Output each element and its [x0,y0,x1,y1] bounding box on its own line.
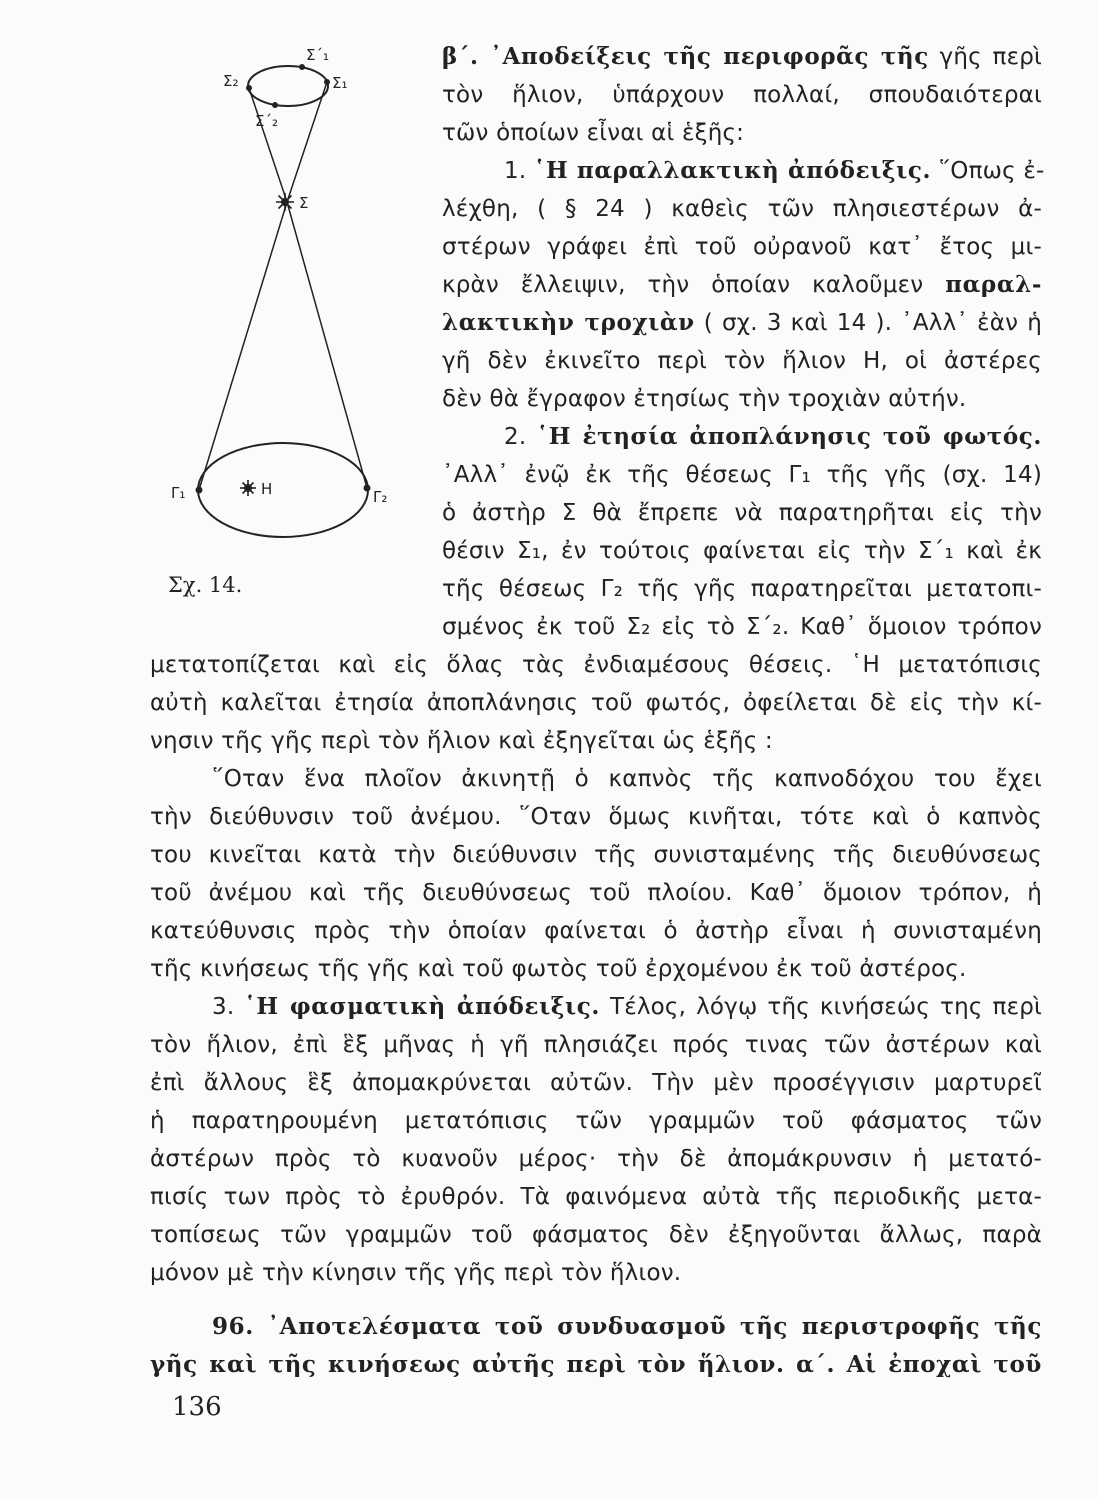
text-segment: ῞Οπως ἐ- [931,158,1045,184]
text-line [150,646,1042,684]
text-segment: δὲν θὰ ἔγραφον ἐτησίως τὴν τροχιὰν αὐτήν. [442,386,967,412]
figure-diagram [165,30,415,610]
label-sigma-prime1: Σ΄₁ [306,46,329,64]
text-segment: νησιν τῆς γῆς περὶ τὸν ἥλιον καὶ ἐξηγεῖται ὡς ἑξῆς : [150,728,773,754]
text-segment: 1. [504,158,534,184]
cone-line-left-lower [199,202,287,490]
label-gamma1: Γ₁ [171,484,186,502]
text-line [150,836,1042,874]
text-line [150,912,1042,950]
text-line [150,1216,1042,1254]
text-segment: κατεύθυνσις πρὸς τὴν ὁποίαν φαίνεται ὁ ἀστὴρ εἶναι ἡ συνισταμένη [150,918,1042,944]
text-line [150,722,1042,760]
text-line [442,76,1042,114]
text-segment: στέρων γράφει ἐπὶ τοῦ οὐρανοῦ κατ᾿ ἔτος μι- [442,234,1042,260]
text-line [150,1026,1042,1064]
earth-orbit-ellipse [198,443,368,537]
text-line [442,152,1045,190]
text-line [442,570,1042,608]
text-segment: τοῦ ἀνέμου καὶ τῆς διευθύνσεως τοῦ πλοίου. Καθ᾿ ὅμοιον τρόπον, ἡ [150,880,1042,906]
text-line [150,1346,1042,1384]
text-line [442,304,1042,342]
text-segment: σμένος ἐκ τοῦ Σ₂ εἰς τὸ Σ΄₂. Καθ᾿ ὅμοιον τρόπον [442,614,1042,640]
bold-text: ῾Η φασματικὴ ἀπόδειξις. [244,993,600,1020]
text-segment: ἐπὶ ἄλλους ἓξ ἀπομακρύνεται αὐτῶν. Τὴν μὲν προσέγγισιν μαρτυρεῖ [150,1070,1042,1096]
text-segment: τῶν ὁποίων εἶναι αἱ ἑξῆς: [442,120,745,146]
sigma-prime2-point [272,102,278,108]
text-segment: πισίς των πρὸς τὸ ἐρυθρόν. Τὰ φαινόμενα αὐτὰ τῆς περιοδικῆς μετα- [150,1184,1042,1210]
bold-text: γῆς καὶ τῆς κινήσεως αὐτῆς περὶ τὸν ἥλιον. α΄. Αἱ ἐποχαὶ τοῦ [150,1351,1042,1378]
bold-text: ῾Η ἐτησία ἀποπλάνησις τοῦ φωτός. [536,423,1043,450]
text-segment: κρὰν ἔλλειψιν, τὴν ὁποίαν καλοῦμεν [442,272,946,298]
text-line [442,494,1042,532]
cone-line-right-lower [287,202,367,488]
text-segment: του κινεῖται κατὰ τὴν διεύθυνσιν τῆς συνισταμένης τῆς διευθύνσεως [150,842,1042,868]
label-sigma2: Σ₂ [223,72,239,90]
section-heading [150,1308,1042,1384]
sigma-prime1-point [299,64,305,70]
text-line [442,342,1042,380]
text-segment: μόνον μὲ τὴν κίνησιν τῆς γῆς περὶ τὸν ἥλιον. [150,1260,682,1286]
text-segment: ( σχ. 3 καὶ 14 ). ᾿Αλλ᾿ ἐὰν ἡ [694,310,1042,336]
sigma2-point [246,85,252,91]
text-segment: Τέλος, λόγῳ τῆς κινήσεώς της περὶ [599,994,1042,1020]
cone-line-right-upper [287,82,327,202]
text-line [442,114,1042,152]
full-width-text [150,646,1042,1292]
sigma1-point [324,79,330,85]
text-line [150,684,1042,722]
text-segment: τὸν ἥλιον, ἐπὶ ἓξ μῆνας ἡ γῆ πλησιάζει πρός τινας τῶν ἀστέρων καὶ [150,1032,1042,1058]
text-line [442,190,1042,228]
text-line [150,1140,1042,1178]
text-segment: τῆς θέσεως Γ₂ τῆς γῆς παρατηρεῖται μετατοπι- [442,576,1042,602]
text-line [150,988,1042,1026]
text-segment: γῆ δὲν ἐκινεῖτο περὶ τὸν ἥλιον Η, οἱ ἀστέρες [442,348,1042,374]
text-line [150,1064,1042,1102]
text-segment: ᾿Αλλ᾿ ἐνῷ ἐκ τῆς θέσεως Γ₁ τῆς γῆς (σχ. 14) [442,462,1042,488]
gamma2-point [364,485,371,492]
label-sigma1: Σ₁ [332,74,348,92]
text-line [442,418,1042,456]
text-line [442,608,1042,646]
sun-icon [240,480,256,496]
text-line [150,950,1042,988]
star-orbit-ellipse [248,66,328,106]
bold-text: ῾Η παραλλακτικὴ ἀπόδειξις. [533,157,932,184]
text-line [150,1102,1042,1140]
text-segment: ὁ ἀστὴρ Σ θὰ ἔπρεπε νὰ παρατηρῆται εἰς τὴν [442,500,1042,526]
text-line [442,532,1042,570]
text-line [150,1254,1042,1292]
text-segment: τὸν ἥλιον, ὑπάρχουν πολλαί, σπουδαιότεραι [442,82,1042,108]
text-line [150,798,1042,836]
text-line [150,1178,1042,1216]
bold-text: παραλ- [945,271,1042,298]
gamma1-point [196,487,203,494]
label-gamma2: Γ₂ [373,488,388,506]
text-line [442,380,1042,418]
column-text [442,38,1045,646]
text-segment: ἡ παρατηρουμένη μετατόπισις τῶν γραμμῶν τοῦ φάσματος τῶν [150,1108,1042,1134]
text-line [150,1308,1042,1346]
text-segment: τῆς κινήσεως τῆς γῆς καὶ τοῦ φωτὸς τοῦ ἐρχομένου ἐκ τοῦ ἀστέρος. [150,956,967,982]
text-segment: 2. [504,424,537,450]
figure-caption: Σχ. 14. [168,573,243,597]
star-sigma-icon [276,193,294,211]
text-segment: γῆς περὶ [928,44,1042,70]
text-segment: ἀστέρων πρὸς τὸ κυανοῦν μέρος· τὴν δὲ ἀπομάκρυνσιν ἡ μετατό- [150,1146,1042,1172]
bold-text: λακτικὴν τροχιὰν [442,309,695,336]
text-line [150,760,1042,798]
text-segment: αὐτὴ καλεῖται ἐτησία ἀποπλάνησις τοῦ φωτός, ὀφείλεται δὲ εἰς τὴν κί- [150,690,1042,716]
text-segment: τοπίσεως τῶν γραμμῶν τοῦ φάσματος δὲν ἐξηγοῦνται ἄλλως, παρὰ [150,1222,1042,1248]
text-segment: μετατοπίζεται καὶ εἰς ὅλας τὰς ἐνδιαμέσους θέσεις. ῾Η μετατόπισις [150,652,1042,678]
page-number: 136 [172,1392,222,1422]
text-segment: 3. [212,994,245,1020]
text-segment: θέσιν Σ₁, ἐν τούτοις φαίνεται εἰς τὴν Σ΄₁ καὶ ἐκ [442,538,1042,564]
bold-text: β΄. ᾿Αποδείξεις τῆς περιφορᾶς τῆς [442,43,929,70]
text-segment: ῞Οταν ἕνα πλοῖον ἀκινητῇ ὁ καπνὸς τῆς καπνοδόχου του ἔχει [212,766,1042,792]
text-line [442,228,1042,266]
figure-14 [165,30,415,610]
text-line [442,456,1042,494]
text-line [442,38,1042,76]
label-sigma-prime2: Σ΄₂ [255,112,278,130]
label-sigma: Σ [299,194,309,212]
text-line [442,266,1042,304]
text-segment: λέχθη, ( § 24 ) καθεὶς τῶν πλησιεστέρων ἀ- [442,196,1042,222]
label-eta: Η [261,480,273,498]
text-line [150,874,1042,912]
bold-text: 96. ᾿Αποτελέσματα τοῦ συνδυασμοῦ τῆς περιστροφῆς τῆς [212,1313,1042,1340]
text-segment: τὴν διεύθυνσιν τοῦ ἀνέμου. ῞Οταν ὅμως κινῆται, τότε καὶ ὁ καπνὸς [150,804,1042,830]
